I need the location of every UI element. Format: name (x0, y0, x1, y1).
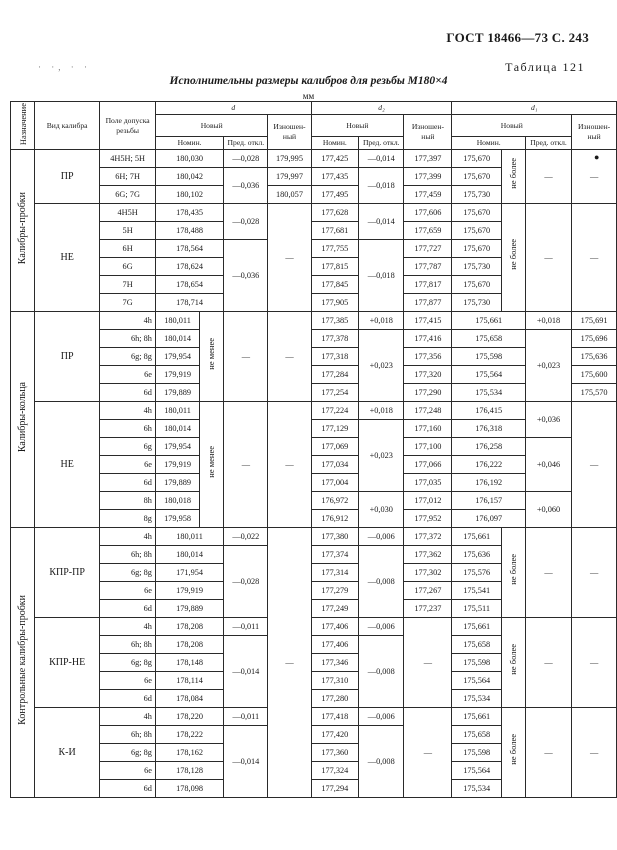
table-cell: +0,036 (525, 402, 571, 438)
table-cell: 177,267 (404, 582, 452, 600)
table-cell: 177,606 (404, 204, 452, 222)
table-cell: 177,877 (404, 294, 452, 312)
table-cell: 178,624 (155, 258, 223, 276)
table-cell: 177,952 (404, 510, 452, 528)
table-cell: +0,018 (525, 312, 571, 330)
kind-kpr-ne: КПР-НЕ (35, 618, 100, 708)
table-cell: 177,100 (404, 438, 452, 456)
table-cell: —0,014 (359, 204, 404, 240)
table-cell: +0,060 (525, 492, 571, 528)
table-cell: 175,670 (452, 222, 501, 240)
table-cell: не более (507, 554, 518, 586)
kind-header: Вид калибра (35, 102, 100, 150)
table-cell: 177,254 (311, 384, 359, 402)
table-cell: 176,222 (452, 456, 525, 474)
table-cell: 177,237 (404, 600, 452, 618)
d1-worn-header: Изношен- ный (572, 115, 617, 150)
table-cell: +0,018 (359, 312, 404, 330)
table-cell: 6e (100, 456, 156, 474)
table-cell: 176,192 (452, 474, 525, 492)
table-cell: Калибры-кольца (17, 381, 28, 452)
table-cell: 177,224 (311, 402, 359, 420)
table-cell: 177,459 (404, 186, 452, 204)
kind-ring-ne: НЕ (35, 402, 100, 528)
table-cell: 176,258 (452, 438, 525, 456)
table-cell: 179,889 (155, 600, 223, 618)
table-cell: — (572, 528, 617, 618)
d2-worn-header: Изношен- ный (404, 115, 452, 150)
table-cell: 178,714 (155, 294, 223, 312)
d1-dev-header: Пред. откл. (525, 137, 571, 150)
table-cell: 6h; 8h (100, 636, 156, 654)
table-cell: 179,919 (155, 456, 199, 474)
ne-bolee-mark (501, 150, 525, 204)
table-cell: 177,380 (311, 528, 359, 546)
table-cell: 176,972 (311, 492, 359, 510)
table-cell: 6h; 8h (100, 726, 156, 744)
table-cell: 178,148 (155, 654, 223, 672)
table-cell: 176,157 (452, 492, 525, 510)
table-cell: — (268, 204, 311, 312)
table-cell: 175,564 (452, 762, 501, 780)
table-cell: +0,023 (525, 330, 571, 402)
table-cell: 175,564 (452, 672, 501, 690)
tolerance-header: Поле допуска резьбы (100, 102, 156, 150)
table-cell: 175,661 (452, 528, 501, 546)
table-cell: 4h (100, 618, 156, 636)
table-cell: 180,011 (155, 312, 199, 330)
table-cell: —0,018 (359, 168, 404, 204)
table-cell: 180,014 (155, 420, 199, 438)
table-cell: 177,310 (311, 672, 359, 690)
table-cell: 4H5H (100, 204, 156, 222)
table-cell: 4H5H; 5H (100, 150, 156, 168)
table-cell: 177,374 (311, 546, 359, 564)
table-cell: 180,014 (155, 546, 223, 564)
table-cell: 178,435 (155, 204, 223, 222)
table-row (11, 204, 617, 222)
table-cell: 177,399 (404, 168, 452, 186)
table-cell: 6d (100, 780, 156, 798)
table-cell: 177,302 (404, 564, 452, 582)
table-cell: 177,815 (311, 258, 359, 276)
table-cell: 179,954 (155, 348, 199, 366)
purpose-header (11, 102, 35, 150)
calibre-table (10, 101, 617, 798)
table-cell: 178,162 (155, 744, 223, 762)
table-cell: Контрольные калибры-пробки (17, 594, 28, 725)
table-cell: 4h (100, 708, 156, 726)
table-cell: 178,208 (155, 636, 223, 654)
d2-header: d₂ (311, 102, 452, 115)
d2-dev-header: Пред. откл. (359, 137, 404, 150)
table-cell: — (525, 150, 571, 204)
table-cell: —0,014 (359, 150, 404, 168)
table-cell: —0,028 (224, 546, 268, 618)
table-cell: — (572, 618, 617, 708)
table-cell: 176,415 (452, 402, 525, 420)
table-cell: 177,066 (404, 456, 452, 474)
table-cell: — (525, 528, 571, 618)
standard-header: ГОСТ 18466—73 С. 243 (446, 30, 589, 45)
table-cell: —0,011 (224, 708, 268, 726)
table-cell: 177,129 (311, 420, 359, 438)
table-cell: 6G; 7G (100, 186, 156, 204)
table-cell: 178,208 (155, 618, 223, 636)
table-cell: 177,755 (311, 240, 359, 258)
table-row (11, 492, 617, 510)
table-cell: 180,057 (268, 186, 311, 204)
ne-menee-mark (200, 402, 224, 528)
group-plugs (11, 150, 35, 312)
table-cell: —0,008 (359, 546, 404, 618)
table-cell: 177,420 (311, 726, 359, 744)
table-cell: 6d (100, 690, 156, 708)
table-cell: не более (507, 158, 518, 190)
kind-k-i: К-И (35, 708, 100, 798)
table-cell: —0,008 (359, 726, 404, 798)
table-cell: — (404, 618, 452, 708)
table-cell: —0,022 (224, 528, 268, 546)
table-row (11, 528, 617, 546)
table-cell: 175,534 (452, 384, 525, 402)
table-cell: 177,378 (311, 330, 359, 348)
table-cell: 178,654 (155, 276, 223, 294)
table-cell: 177,290 (404, 384, 452, 402)
table-cell: —0,008 (359, 636, 404, 708)
units-label: мм (302, 91, 315, 101)
table-cell: 6g (100, 438, 156, 456)
table-cell: 175,636 (452, 546, 501, 564)
table-cell: —0,014 (224, 726, 268, 798)
table-cell: 177,787 (404, 258, 452, 276)
table-cell: 175,670 (452, 204, 501, 222)
table-cell: 178,114 (155, 672, 223, 690)
table-cell: 175,511 (452, 600, 501, 618)
table-cell: +0,018 (359, 402, 404, 420)
d1-header: d₁ (452, 102, 617, 115)
table-cell: 175,670 (452, 150, 501, 168)
table-cell: 180,011 (155, 528, 223, 546)
table-cell: 177,346 (311, 654, 359, 672)
ne-bolee-mark (501, 204, 525, 312)
d-dev-header: Пред. откл. (224, 137, 268, 150)
table-cell: 177,360 (311, 744, 359, 762)
table-row (11, 330, 617, 348)
table-cell: 177,356 (404, 348, 452, 366)
table-cell: 178,222 (155, 726, 223, 744)
table-cell: 6g; 8g (100, 744, 156, 762)
table-cell: 175,661 (452, 618, 501, 636)
table-cell: 180,042 (155, 168, 223, 186)
d-nominal-header: Номин. (155, 137, 223, 150)
table-cell: 179,889 (155, 384, 199, 402)
table-cell: 180,018 (155, 492, 199, 510)
table-row (11, 618, 617, 636)
table-cell: 179,919 (155, 582, 223, 600)
table-cell: 180,102 (155, 186, 223, 204)
table-cell: 178,488 (155, 222, 223, 240)
table-cell: 6e (100, 762, 156, 780)
table-cell: 175,696 (572, 330, 617, 348)
table-cell: 6e (100, 366, 156, 384)
table-cell: 177,817 (404, 276, 452, 294)
table-cell: 177,727 (404, 240, 452, 258)
table-cell: 175,541 (452, 582, 501, 600)
table-cell: 177,320 (404, 366, 452, 384)
table-cell: 177,418 (311, 708, 359, 726)
table-cell: 175,636 (572, 348, 617, 366)
table-cell: Калибры-пробки (17, 191, 28, 264)
table-cell: 177,425 (311, 150, 359, 168)
table-cell: 177,324 (311, 762, 359, 780)
table-cell: 177,415 (404, 312, 452, 330)
table-cell: 178,220 (155, 708, 223, 726)
table-cell: 4h (100, 402, 156, 420)
table-cell: 177,362 (404, 546, 452, 564)
table-cell: 6e (100, 582, 156, 600)
table-cell: 175,564 (452, 366, 525, 384)
table-cell: — (572, 150, 617, 204)
table-cell: —0,006 (359, 528, 404, 546)
table-cell: 5H (100, 222, 156, 240)
table-cell: 6d (100, 384, 156, 402)
table-cell: 175,661 (452, 708, 501, 726)
d1-nominal-header: Номин. (452, 137, 525, 150)
table-cell: 179,995 (268, 150, 311, 168)
table-cell: — (268, 528, 311, 798)
d-header: d (155, 102, 311, 115)
table-cell: 6h (100, 420, 156, 438)
table-cell: 177,628 (311, 204, 359, 222)
table-cell: 175,598 (452, 348, 525, 366)
ne-menee-mark (200, 312, 224, 402)
table-cell: 177,406 (311, 636, 359, 654)
table-cell: —0,014 (224, 636, 268, 708)
table-cell: 177,294 (311, 780, 359, 798)
table-row (11, 708, 617, 726)
table-cell: 6h; 8h (100, 546, 156, 564)
table-cell: 176,097 (452, 510, 525, 528)
table-row (11, 438, 617, 456)
table-cell: 177,406 (311, 618, 359, 636)
table-cell: —0,036 (224, 168, 268, 204)
table-cell: 179,958 (155, 510, 199, 528)
table-cell: 177,279 (311, 582, 359, 600)
table-cell: 177,659 (404, 222, 452, 240)
table-cell: 176,318 (452, 420, 525, 438)
corner-marks: · ·, · · (38, 62, 91, 72)
table-cell: 179,997 (268, 168, 311, 186)
table-cell: 7G (100, 294, 156, 312)
table-cell: 177,845 (311, 276, 359, 294)
table-cell: 175,670 (452, 168, 501, 186)
table-body (11, 150, 617, 798)
table-cell: 177,069 (311, 438, 359, 456)
table-cell: 6d (100, 474, 156, 492)
table-cell: 178,564 (155, 240, 223, 258)
table-cell: 177,416 (404, 330, 452, 348)
table-cell: 4h (100, 528, 156, 546)
table-cell: 6g; 8g (100, 348, 156, 366)
table-cell: — (224, 402, 268, 528)
d1-new-header: Новый (452, 115, 572, 137)
table-cell: 179,889 (155, 474, 199, 492)
kind-kpr-pr: КПР-ПР (35, 528, 100, 618)
table-cell: — (224, 312, 268, 402)
d-worn-header: Изношен- ный (268, 115, 311, 150)
table-cell: — (404, 708, 452, 798)
table-cell: 177,495 (311, 186, 359, 204)
table-cell: Назначение (17, 103, 28, 146)
d2-nominal-header: Номин. (311, 137, 359, 150)
table-cell: 177,248 (404, 402, 452, 420)
table-head (11, 102, 617, 150)
table-cell: — (572, 204, 617, 312)
table-cell: 176,912 (311, 510, 359, 528)
table-cell: 6g; 8g (100, 564, 156, 582)
ne-bolee-mark (501, 618, 525, 708)
table-cell: 180,030 (155, 150, 223, 168)
table-cell: 7H (100, 276, 156, 294)
table-cell: 6h; 8h (100, 330, 156, 348)
table-cell: 175,570 (572, 384, 617, 402)
table-cell: не более (507, 644, 518, 676)
table-cell: не менее (206, 337, 217, 370)
table-row (11, 312, 617, 330)
table-cell: 180,011 (155, 402, 199, 420)
table-cell: не более (507, 734, 518, 766)
table-cell: 179,954 (155, 438, 199, 456)
table-cell: 6e (100, 672, 156, 690)
table-cell: 171,954 (155, 564, 223, 582)
table-cell: +0,030 (359, 492, 404, 528)
group-control (11, 528, 35, 798)
table-cell: —0,006 (359, 708, 404, 726)
table-caption: Исполнительны размеры калибров для резьбы М180×4 (169, 75, 448, 87)
table-row (11, 150, 617, 168)
table-cell: — (525, 204, 571, 312)
group-rings (11, 312, 35, 528)
table-cell: не более (507, 239, 518, 271)
table-cell: 175,598 (452, 654, 501, 672)
table-cell: — (268, 402, 311, 528)
table-cell: 177,280 (311, 690, 359, 708)
table-cell: 175,670 (452, 240, 501, 258)
table-cell: 177,681 (311, 222, 359, 240)
d-new-header: Новый (155, 115, 268, 137)
table-cell: 175,691 (572, 312, 617, 330)
table-cell: 177,318 (311, 348, 359, 366)
table-cell: +0,023 (359, 330, 404, 402)
table-cell: — (525, 618, 571, 708)
table-cell: 175,730 (452, 186, 501, 204)
table-cell: 6H; 7H (100, 168, 156, 186)
ne-bolee-mark (501, 528, 525, 618)
table-cell: 177,004 (311, 474, 359, 492)
table-cell: 175,576 (452, 564, 501, 582)
table-cell: 177,372 (404, 528, 452, 546)
kind-ring-pr: ПР (35, 312, 100, 402)
table-cell: 177,160 (404, 420, 452, 438)
table-cell: 180,014 (155, 330, 199, 348)
table-cell: 8h (100, 492, 156, 510)
table-cell: 6g; 8g (100, 654, 156, 672)
table-cell: 6H (100, 240, 156, 258)
table-cell: 8g (100, 510, 156, 528)
table-cell: —0,006 (359, 618, 404, 636)
table-cell: 175,658 (452, 636, 501, 654)
table-cell: 175,658 (452, 726, 501, 744)
table-cell: 177,314 (311, 564, 359, 582)
table-cell: 175,661 (452, 312, 525, 330)
table-cell: 175,658 (452, 330, 525, 348)
table-cell: 179,919 (155, 366, 199, 384)
table-cell: — (572, 402, 617, 528)
table-cell: 177,034 (311, 456, 359, 474)
table-cell: 6d (100, 600, 156, 618)
table-cell: +0,046 (525, 438, 571, 492)
table-cell: 175,600 (572, 366, 617, 384)
table-cell: 178,128 (155, 762, 223, 780)
table-cell: 178,084 (155, 690, 223, 708)
kind-pr: ПР (35, 150, 100, 204)
table-cell: —0,018 (359, 240, 404, 312)
table-cell: 175,730 (452, 258, 501, 276)
table-cell: 177,035 (404, 474, 452, 492)
table-cell: 178,098 (155, 780, 223, 798)
table-cell: 175,534 (452, 780, 501, 798)
margin-bullet: ● (594, 152, 600, 162)
table-cell: — (268, 312, 311, 402)
table-cell: —0,028 (224, 204, 268, 240)
d2-new-header: Новый (311, 115, 404, 137)
table-cell: 177,249 (311, 600, 359, 618)
ne-bolee-mark (501, 708, 525, 798)
table-cell: —0,028 (224, 150, 268, 168)
table-cell: — (525, 708, 571, 798)
table-cell: 175,534 (452, 690, 501, 708)
table-cell: —0,011 (224, 618, 268, 636)
table-cell: — (572, 708, 617, 798)
table-cell: +0,023 (359, 420, 404, 492)
table-cell: 177,905 (311, 294, 359, 312)
table-cell: не менее (206, 445, 217, 478)
table-row (11, 402, 617, 420)
table-cell: 177,397 (404, 150, 452, 168)
table-cell: 4h (100, 312, 156, 330)
table-number: Таблица 121 (505, 60, 585, 74)
table-cell: 175,730 (452, 294, 501, 312)
table-cell: 6G (100, 258, 156, 276)
table-cell: 175,670 (452, 276, 501, 294)
table-cell: 177,284 (311, 366, 359, 384)
table-cell: 177,012 (404, 492, 452, 510)
table-cell: 175,598 (452, 744, 501, 762)
table-cell: —0,036 (224, 240, 268, 312)
table-cell: 177,385 (311, 312, 359, 330)
kind-ne: НЕ (35, 204, 100, 312)
table-cell: 177,435 (311, 168, 359, 186)
